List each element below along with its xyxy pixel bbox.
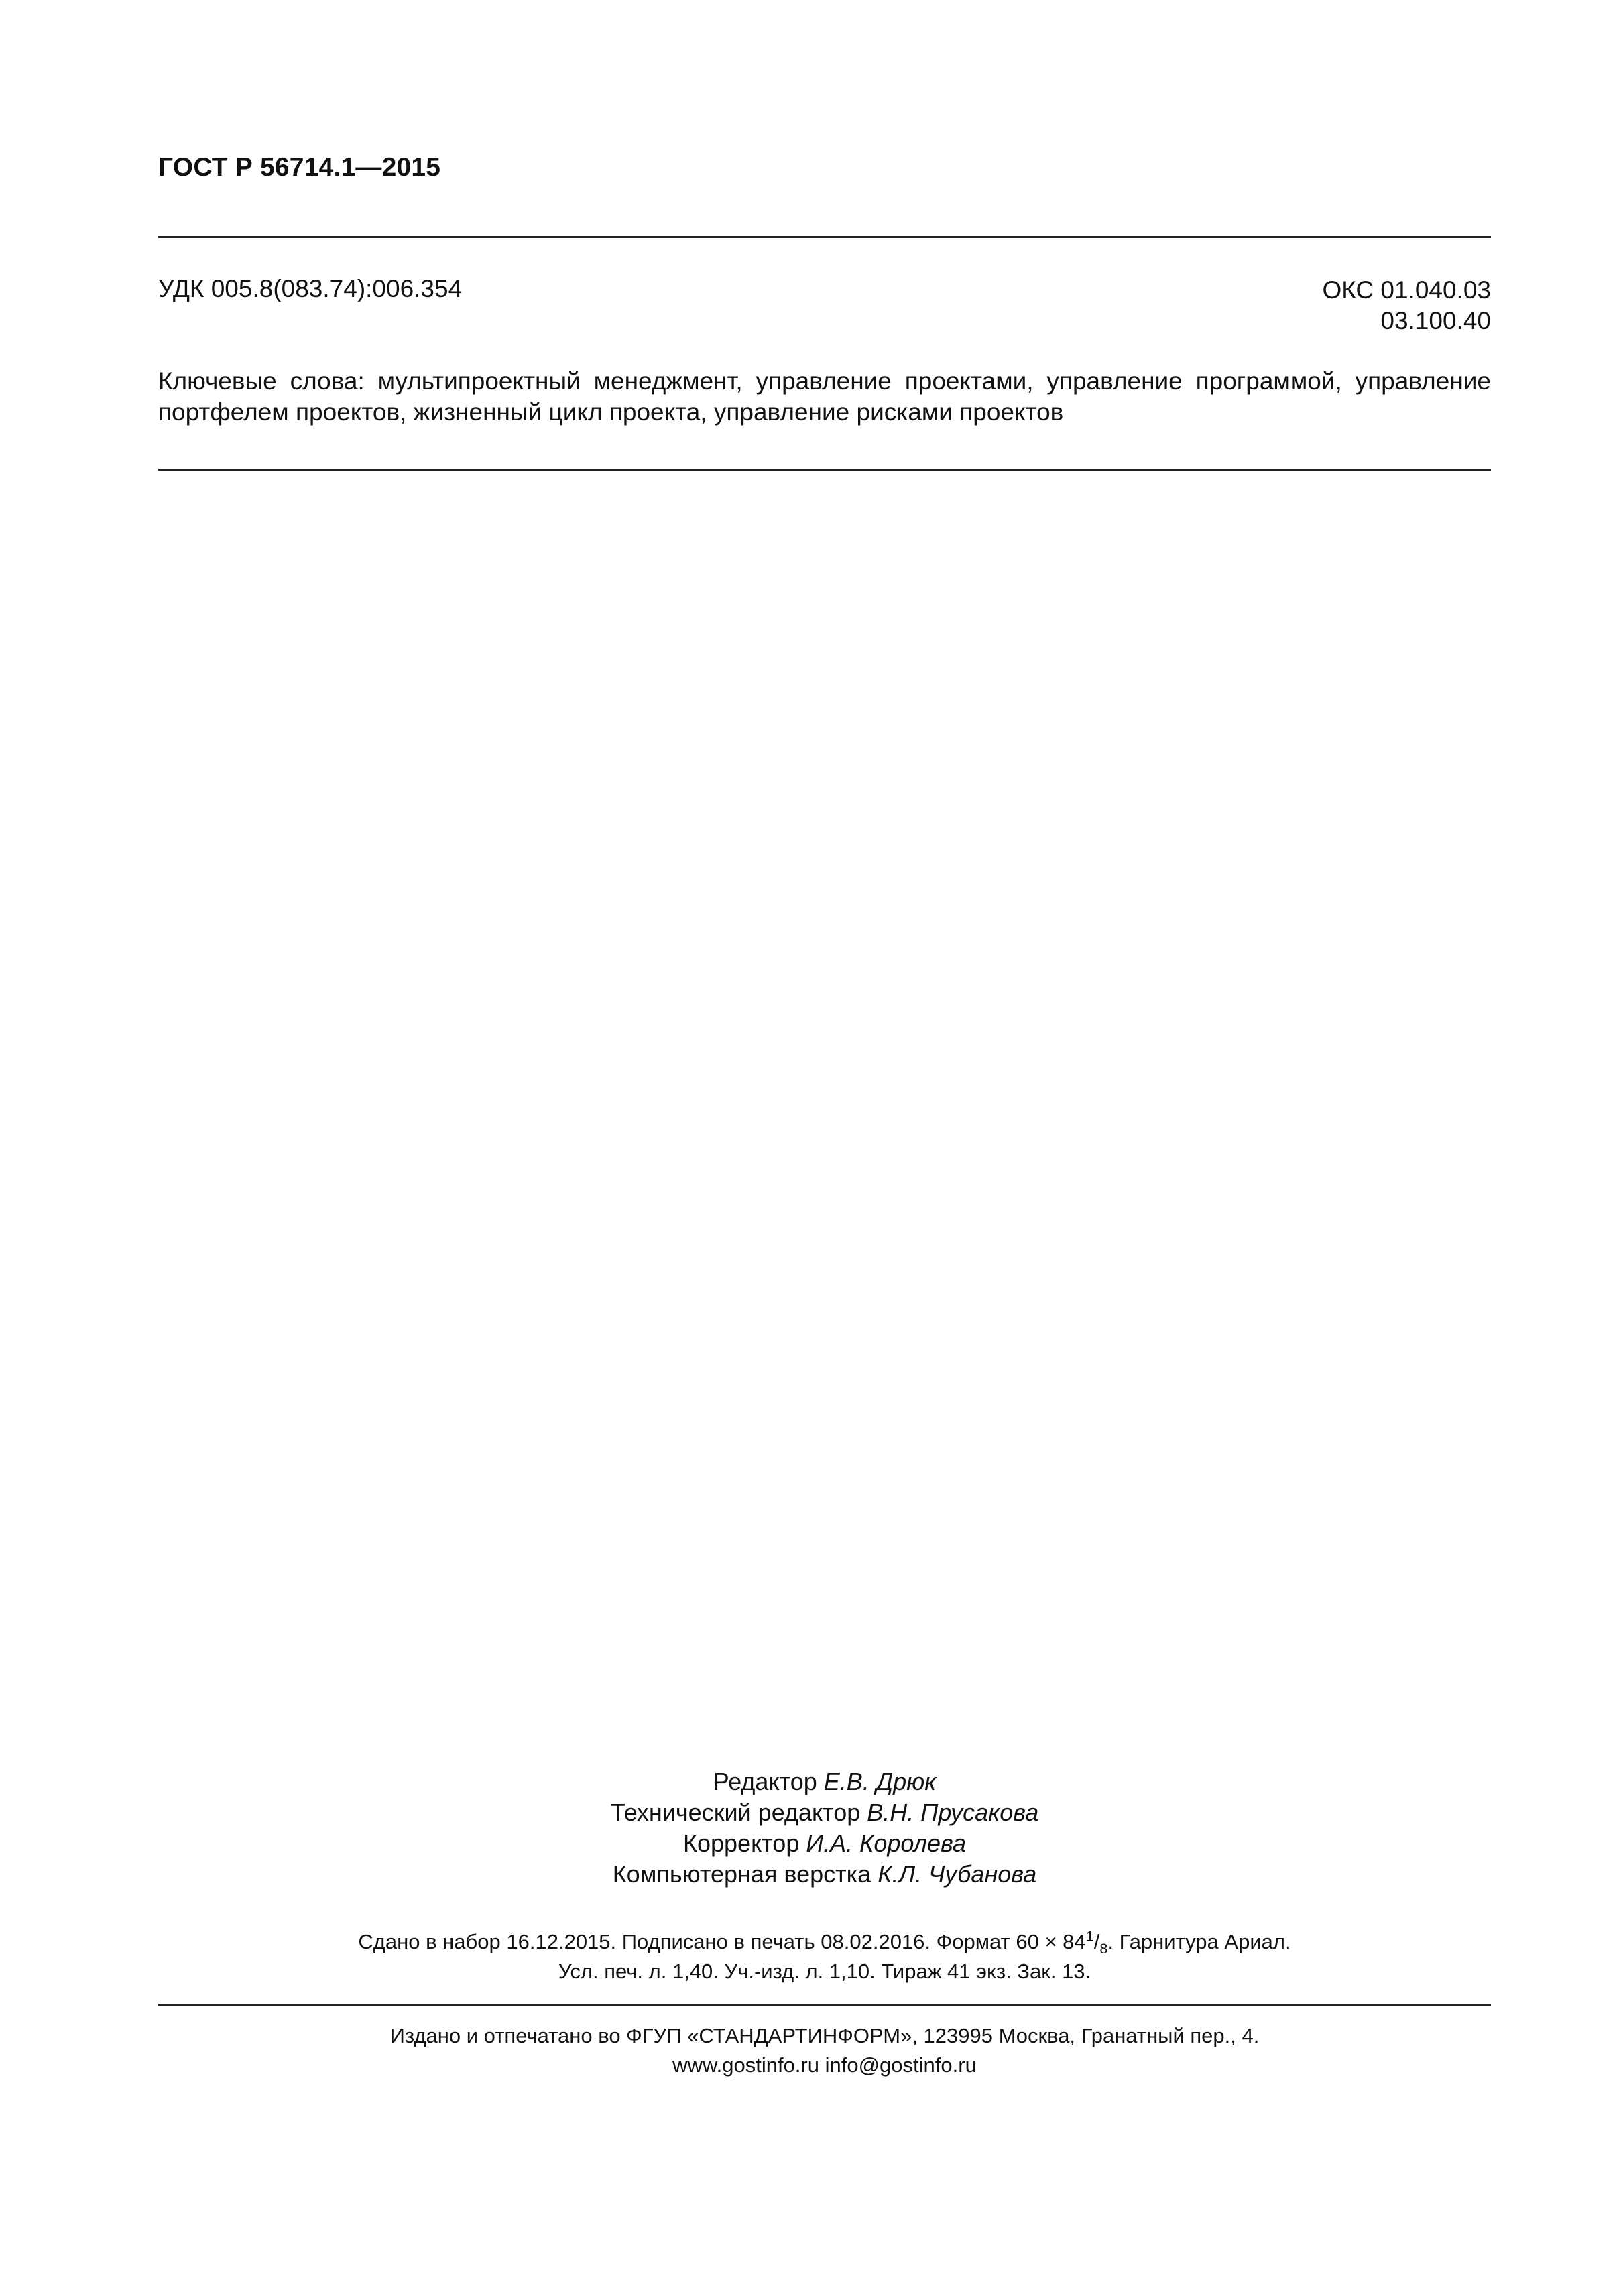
- editor-line: [158, 1766, 1491, 1797]
- editor-label: Редактор: [713, 1768, 817, 1795]
- imprint-line1-a: Сдано в набор 16.12.2015. Подписано в печать 08.02.2016. Формат 60 × 84: [358, 1930, 1086, 1953]
- imprint-line2: Усл. печ. л. 1,40. Уч.-изд. л. 1,10. Тираж 41 экз. Зак. 13.: [558, 1959, 1091, 1983]
- tech-editor-line: [158, 1797, 1491, 1828]
- format-sup: 1: [1085, 1927, 1094, 1945]
- tech-editor-name: В.Н. Прусакова: [867, 1799, 1039, 1826]
- proofreader-label: Корректор: [683, 1829, 800, 1857]
- publisher-block: [158, 2021, 1491, 2080]
- proofreader-name: И.А. Королева: [806, 1829, 966, 1857]
- udk-code: УДК 005.8(083.74):006.354: [158, 275, 463, 302]
- keywords-divider: [158, 469, 1491, 471]
- oks-codes: [1322, 275, 1491, 337]
- format-sub: 8: [1099, 1940, 1108, 1957]
- oks-code-line2: 03.100.40: [1380, 307, 1491, 335]
- oks-code-line1: ОКС 01.040.03: [1322, 276, 1491, 304]
- layout-line: [158, 1859, 1491, 1890]
- standard-number: ГОСТ Р 56714.1—2015: [158, 153, 441, 182]
- tech-editor-label: Технический редактор: [610, 1799, 861, 1826]
- layout-name: К.Л. Чубанова: [878, 1860, 1037, 1888]
- layout-label: Компьютерная верстка: [612, 1860, 871, 1888]
- publisher-web: www.gostinfo.ru info@gostinfo.ru: [672, 2053, 977, 2077]
- imprint-line1-b: . Гарнитура Ариал.: [1107, 1930, 1291, 1953]
- keywords-paragraph: Ключевые слова: мультипроектный менеджмент, управление проектами, управление программой, управление портфелем проектов, жизненный цикл проекта, управление рисками проектов: [158, 367, 1491, 426]
- top-divider: [158, 236, 1491, 238]
- bottom-divider: [158, 2004, 1491, 2006]
- publisher-address: Издано и отпечатано во ФГУП «СТАНДАРТИНФОРМ», 123995 Москва, Гранатный пер., 4.: [389, 2024, 1260, 2047]
- imprint-line1: [158, 1927, 1491, 1957]
- editor-name: Е.В. Дрюк: [823, 1768, 937, 1795]
- proofreader-line: [158, 1828, 1491, 1859]
- format-sep: /: [1093, 1930, 1100, 1953]
- credits-block: [158, 1766, 1491, 1890]
- imprint-block: [158, 1927, 1491, 1986]
